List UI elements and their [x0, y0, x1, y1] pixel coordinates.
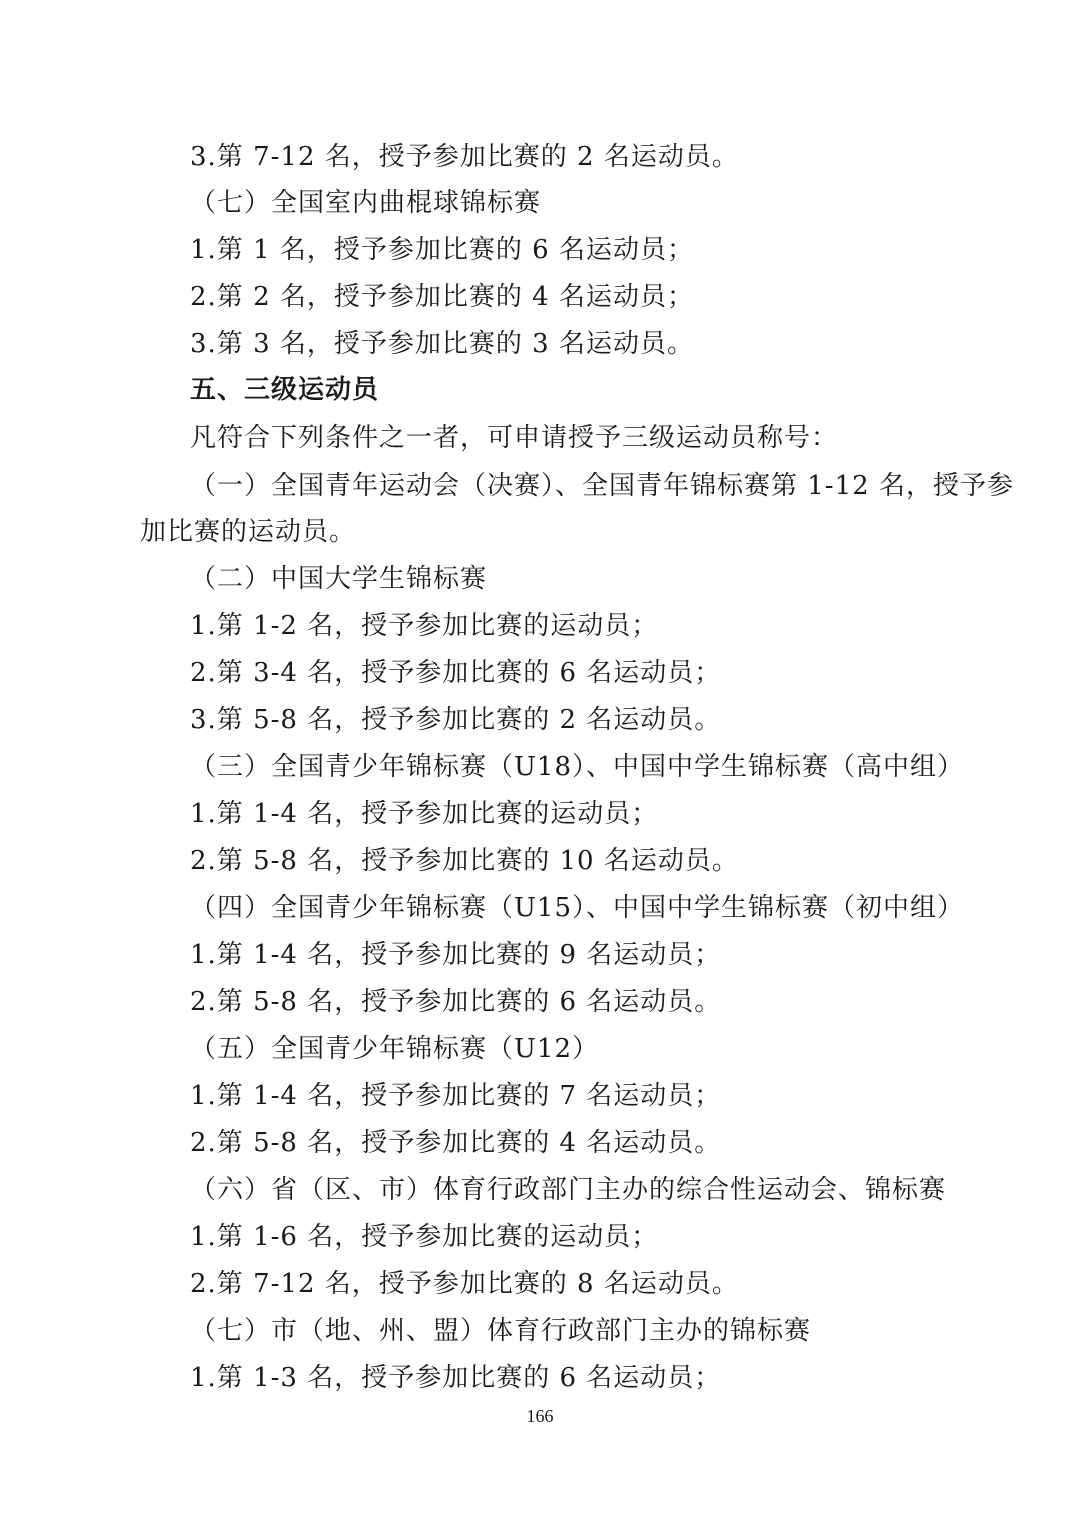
subsection-heading: （七）市（地、州、盟）体育行政部门主办的锦标赛 — [190, 1316, 812, 1346]
subsection-heading: （一）全国青年运动会（决赛）、全国青年锦标赛第 1-12 名，授予参 — [190, 471, 1014, 501]
paragraph-line: 1.第 1-3 名，授予参加比赛的 6 名运动员； — [190, 1363, 722, 1393]
paragraph-line: 3.第 3 名，授予参加比赛的 3 名运动员。 — [190, 329, 694, 359]
subsection-heading: （七）全国室内曲棍球锦标赛 — [190, 188, 542, 218]
paragraph-line: 1.第 1-4 名，授予参加比赛的 7 名运动员； — [190, 1081, 722, 1111]
paragraph-line: 3.第 5-8 名，授予参加比赛的 2 名运动员。 — [190, 705, 722, 735]
subsection-heading: （三）全国青少年锦标赛（U18）、中国中学生锦标赛（高中组） — [190, 752, 964, 782]
paragraph-line: 2.第 5-8 名，授予参加比赛的 10 名运动员。 — [190, 846, 739, 876]
subsection-heading: （二）中国大学生锦标赛 — [190, 564, 488, 594]
paragraph-line: 1.第 1-6 名，授予参加比赛的运动员； — [190, 1222, 659, 1252]
paragraph-line: 2.第 3-4 名，授予参加比赛的 6 名运动员； — [190, 658, 722, 688]
paragraph-line: 2.第 2 名，授予参加比赛的 4 名运动员； — [190, 282, 694, 312]
subsection-heading: （六）省（区、市）体育行政部门主办的综合性运动会、锦标赛 — [190, 1175, 947, 1205]
section-heading: 五、三级运动员 — [190, 375, 380, 405]
subsection-heading: （五）全国青少年锦标赛（U12） — [190, 1034, 599, 1064]
paragraph-line: 2.第 7-12 名，授予参加比赛的 8 名运动员。 — [190, 1269, 739, 1299]
paragraph-line-continued: 加比赛的运动员。 — [140, 517, 357, 547]
page-number: 166 — [526, 1406, 554, 1426]
paragraph-line: 1.第 1-4 名，授予参加比赛的运动员； — [190, 799, 659, 829]
paragraph-line: 凡符合下列条件之一者，可申请授予三级运动员称号： — [190, 423, 839, 453]
paragraph-line: 1.第 1-2 名，授予参加比赛的运动员； — [190, 611, 659, 641]
paragraph-line: 2.第 5-8 名，授予参加比赛的 4 名运动员。 — [190, 1128, 722, 1158]
subsection-heading: （四）全国青少年锦标赛（U15）、中国中学生锦标赛（初中组） — [190, 893, 964, 923]
paragraph-line: 1.第 1-4 名，授予参加比赛的 9 名运动员； — [190, 940, 722, 970]
paragraph-line: 1.第 1 名，授予参加比赛的 6 名运动员； — [190, 235, 694, 265]
paragraph-line: 3.第 7-12 名，授予参加比赛的 2 名运动员。 — [190, 142, 739, 172]
paragraph-line: 2.第 5-8 名，授予参加比赛的 6 名运动员。 — [190, 987, 722, 1017]
